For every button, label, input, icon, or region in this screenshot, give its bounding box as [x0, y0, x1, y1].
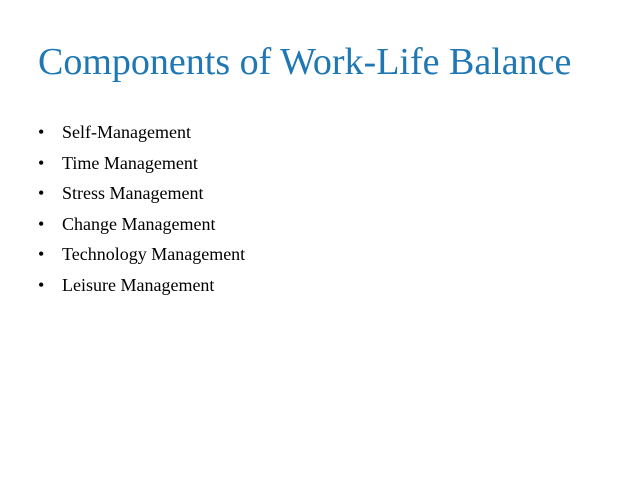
slide-title: Components of Work-Life Balance — [38, 41, 572, 83]
bullet-text: Stress Management — [62, 183, 204, 203]
bullet-text: Self-Management — [62, 122, 191, 142]
bullet-text: Change Management — [62, 213, 216, 234]
list-item — [38, 209, 245, 240]
bullet-icon: • — [38, 122, 45, 142]
list-item — [38, 178, 245, 209]
bullet-text: Leisure Management — [62, 274, 215, 295]
bullet-icon: • — [38, 244, 45, 264]
bullet-text: Technology Management — [62, 244, 246, 264]
bullet-icon: • — [38, 213, 45, 234]
list-item — [38, 239, 245, 270]
list-item — [38, 117, 245, 148]
bullet-text: Time Management — [62, 152, 198, 173]
list-item — [38, 148, 245, 179]
bullet-icon: • — [38, 183, 45, 203]
bullet-list — [38, 117, 245, 300]
list-item — [38, 270, 245, 301]
bullet-icon: • — [38, 152, 45, 173]
bullet-icon: • — [38, 274, 45, 295]
